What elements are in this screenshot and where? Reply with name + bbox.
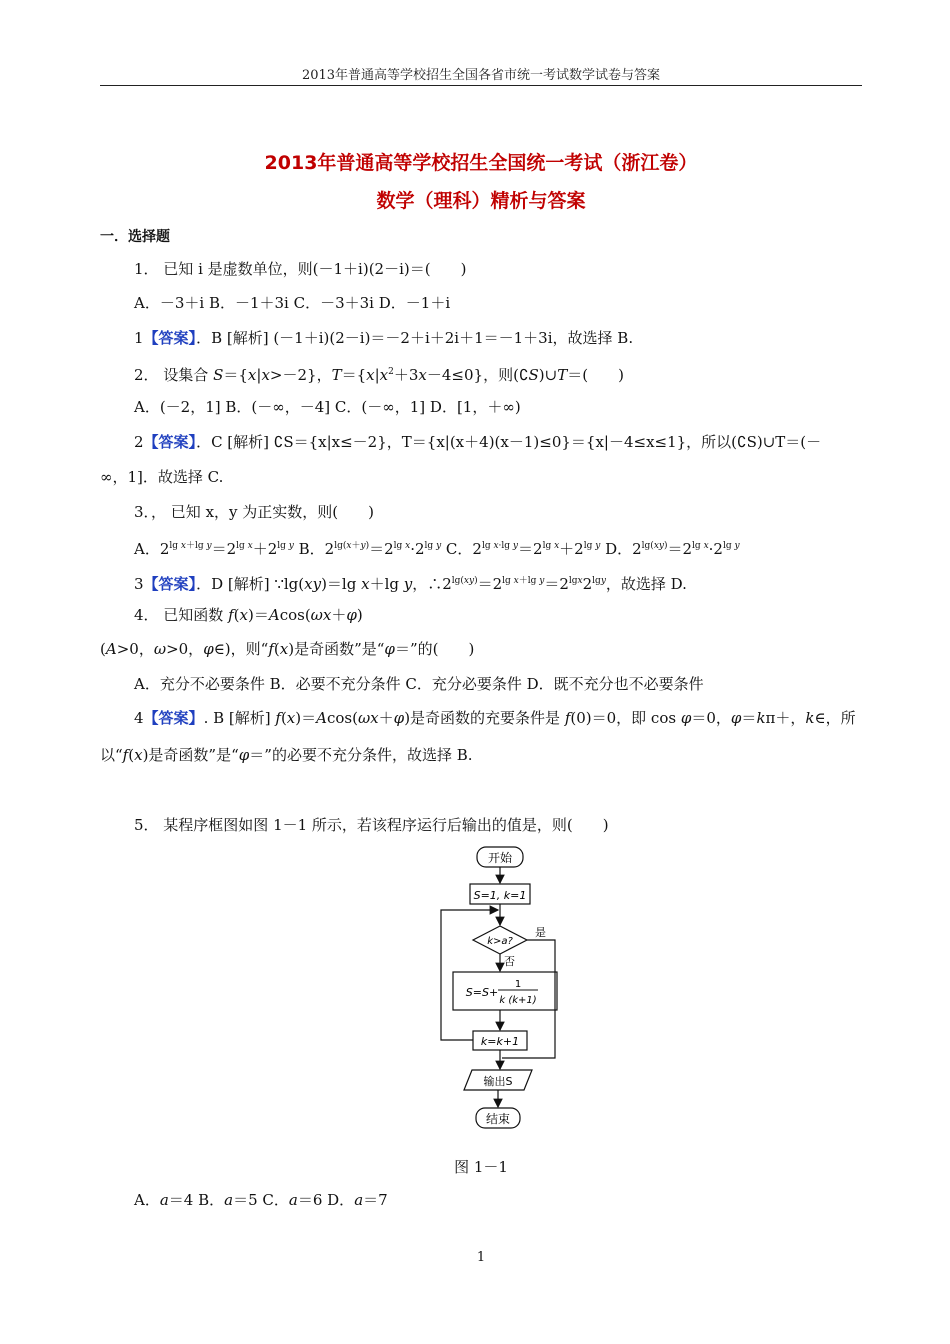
q1-stem: 1． 已知 i 是虚数单位，则(－1＋i)(2－i)＝( ) [134,260,467,278]
page-header: 2013年普通高等学校招生全国各省市统一考试数学试卷与答案 [301,68,661,83]
decision-label: k>a? [487,936,513,947]
init-label: S=1, k=1 [473,889,527,902]
q4-stem: 4． 已知函数 f(x)＝Acos(ωx＋φ) [134,606,363,624]
q4-options: A．充分不必要条件 B．必要不充分条件 C．充分必要条件 D．既不充分也不必要条件 [134,675,704,693]
q3-stem: 3．， 已知 x，y 为正实数，则( ) [134,503,374,521]
program-flowchart [420,840,600,1140]
q4-condition: (A>0，ω>0，φ∈)，则“f(x)是奇函数”是“φ＝”的( ) [100,640,475,658]
start-label: 开始 [487,851,513,865]
q1-answer: 1【答案】．B [解析] (－1＋i)(2－i)＝－2＋i＋2i＋1＝－1＋3i，故选择 B. [134,329,634,347]
page-number: 1 [476,1250,486,1265]
update-k-label: k=k+1 [480,1035,520,1048]
q3-answer: 3【答案】．D [解析] ∵lg(xy)＝lg x＋lg y，$\therefore 2^{lg(xy)}=2^{lg x+lg y}=2^{lgx}2^{lgy}$，故选择 D. [134,575,687,593]
answer-label: 【答案】 [143,575,197,593]
header-rule [100,85,862,86]
output-label: 输出S [483,1075,513,1088]
doc-subtitle: 数学（理科）精析与答案 [376,190,586,212]
answer-label: 【答案】 [143,709,204,727]
section-heading: 一．选择题 [100,229,170,245]
answer-label: 【答案】 [143,433,197,451]
q5-options: A．a＝4 B．a＝5 C．a＝6 D．a＝7 [134,1191,388,1209]
q4-answer-cont: 以“f(x)是奇函数”是“φ＝”的必要不充分条件，故选择 B. [100,746,473,764]
update-s-label: S=S+ [465,986,499,999]
q2-answer-cont: ∞，1]．故选择 C. [100,468,224,486]
q2-answer: 2【答案】．C [解析] ∁S＝{x|x≤－2}，T＝{x|(x＋4)(x－1)≤0}＝{x|－4≤x≤1}，所以(∁S)∪T＝(－ [134,433,822,451]
frac-numerator: 1 [514,979,522,990]
q2-options: A．(－2，1] B．(－∞，－4] C．(－∞，1] D．[1，＋∞) [134,398,521,416]
q2-stem: 2． 设集合 S＝{x|x>－2}，$T=\{x|x^2+3x-4\le 0\}$，则(∁S)∪T＝( ) [134,366,624,384]
q3-options: A．$2^{lg x+lg y}=2^{lg x}+2^{lg y}$ B．$2^{lg(x+y)}=2^{lg x}\cdot 2^{lg y}$ C．$2^{lg x\cdot lg y}=2^{lg x}+2^{lg y}$ D．$2^{lg(xy)}=2^{lg x}\cdot 2^{lg y}$ [134,540,740,558]
yes-label: 是 [535,926,546,939]
answer-label: 【答案】 [143,329,197,347]
no-label: 否 [504,955,515,968]
q5-stem: 5． 某程序框图如图 1－1 所示，若该程序运行后输出的值是，则( ) [134,816,609,834]
q1-options: A．－3＋i B．－1＋3i C．－3＋3i D．－1＋i [134,294,451,312]
end-label: 结束 [485,1112,511,1126]
frac-denominator: k (k+1) [499,995,537,1006]
figure-caption: 图 1－1 [454,1158,508,1176]
doc-title: 2013年普通高等学校招生全国统一考试（浙江卷） [264,152,698,174]
q4-answer: 4【答案】. B [解析] f(x)＝Acos(ωx＋φ)是奇函数的充要条件是 f(0)＝0，即 cos φ＝0，φ＝kπ＋，k∈，所 [134,709,856,727]
